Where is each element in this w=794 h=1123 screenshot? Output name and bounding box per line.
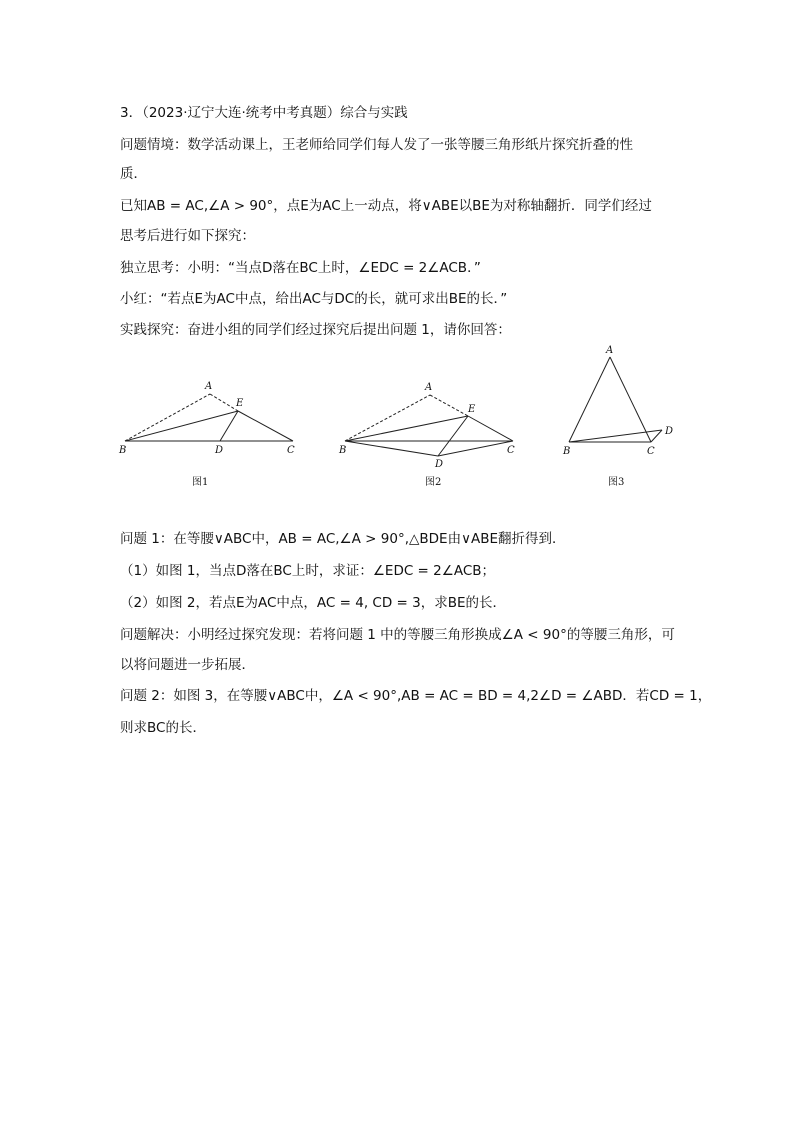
solve-line-1: 问题解决：小明经过探究发现：若将问题 1 中的等腰三角形换成∠A < 90°的等腰三角形，可 <box>120 627 675 643</box>
fig3-label-b: B <box>563 446 571 457</box>
fig1-label-e: E <box>236 398 244 409</box>
question-2-line-1: 问题 2：如图 3，在等腰∨ABC中，∠A < 90°,AB = AC = BD = 4,2∠D = ∠ABD．若CD = 1， <box>120 688 712 704</box>
think-line: 独立思考：小明：“当点D落在BC上时，∠EDC = 2∠ACB．” <box>120 260 481 276</box>
question-2-line-2: 则求BC的长． <box>120 720 206 736</box>
fig3-label-c: C <box>647 446 655 457</box>
figure-1 <box>115 375 310 494</box>
question-1-part-1: （1）如图 1，当点D落在BC上时，求证：∠EDC = 2∠ACB； <box>120 563 496 579</box>
fig2-caption: 图2 <box>425 477 442 488</box>
solve-line-2: 以将问题进一步拓展． <box>120 657 255 673</box>
fig3-caption: 图3 <box>608 477 625 488</box>
known-line-1: 已知AB = AC,∠A > 90°，点E为AC上一动点，将∨ABE以BE为对称轴翻折．同学们经过 <box>120 198 652 214</box>
fig1-label-b: B <box>119 445 127 456</box>
fig2-label-a: A <box>425 382 433 393</box>
problem-title: 3．（2023·辽宁大连·统考中考真题）综合与实践 <box>120 105 408 121</box>
practice-line: 实践探究：奋进小组的同学们经过探究后提出问题 1，请你回答： <box>120 322 511 338</box>
fig1-caption: 图1 <box>192 477 209 488</box>
figure-3-drawing <box>555 345 685 490</box>
fig1-label-d: D <box>215 445 224 456</box>
fig1-label-a: A <box>205 381 213 392</box>
figure-1-drawing <box>115 375 310 490</box>
fig3-label-a: A <box>606 345 614 356</box>
fig3-label-d: D <box>665 426 674 437</box>
figure-2 <box>335 375 530 494</box>
figure-2-drawing <box>335 375 530 490</box>
situation-line-2: 质． <box>120 166 147 182</box>
known-line-2: 思考后进行如下探究： <box>120 228 255 244</box>
hong-line: 小红：“若点E为AC中点，给出AC与DC的长，就可求出BE的长．” <box>120 291 508 307</box>
question-1-part-2: （2）如图 2，若点E为AC中点，AC = 4, CD = 3，求BE的长． <box>120 595 507 611</box>
fig2-label-b: B <box>339 445 347 456</box>
fig2-label-d: D <box>435 459 444 470</box>
fig1-label-c: C <box>287 445 295 456</box>
question-1-line: 问题 1：在等腰∨ABC中，AB = AC,∠A > 90°,△BDE由∨ABE翻折得到． <box>120 531 566 547</box>
situation-line-1: 问题情境：数学活动课上，王老师给同学们每人发了一张等腰三角形纸片探究折叠的性 <box>120 137 633 153</box>
fig2-label-c: C <box>507 445 515 456</box>
fig2-label-e: E <box>468 404 476 415</box>
figure-3 <box>555 345 685 494</box>
